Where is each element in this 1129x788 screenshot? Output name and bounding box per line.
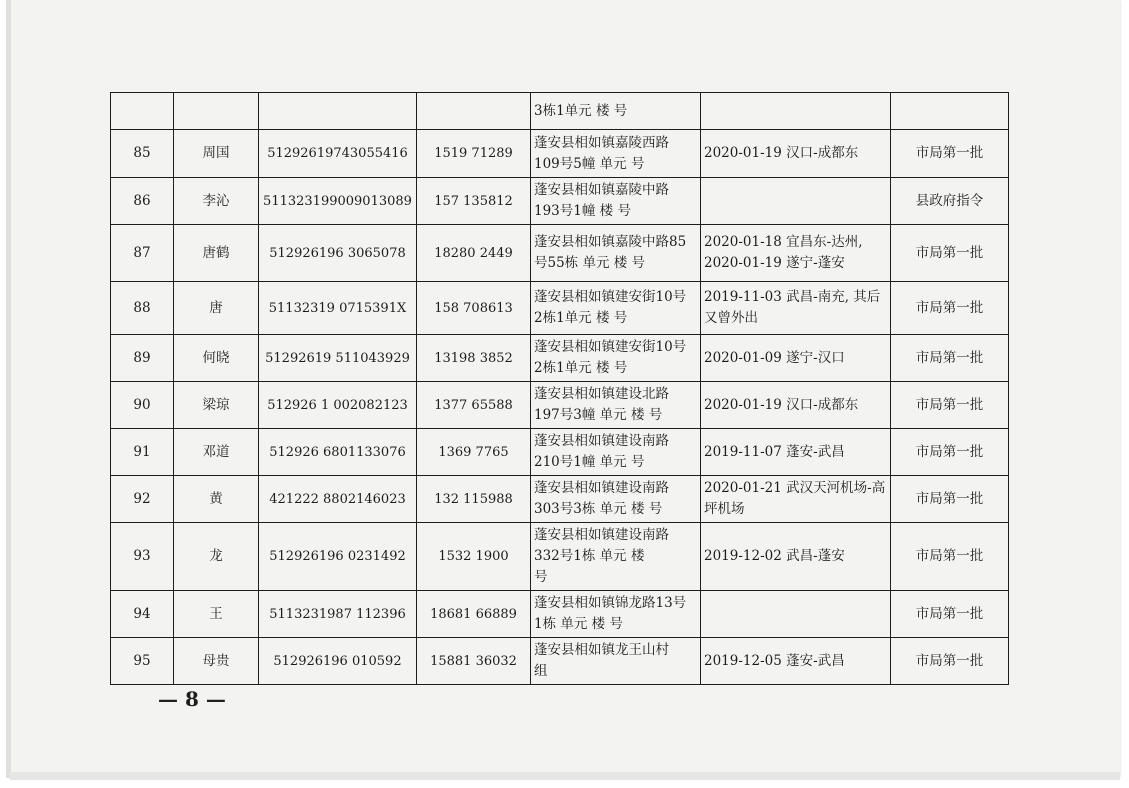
table-row xyxy=(111,178,1009,225)
phone-number: 1519 71289 xyxy=(417,130,531,178)
id-number: 512926196 010592 xyxy=(259,638,417,685)
address: 蓬安县相如镇龙王山村 组 xyxy=(531,638,701,685)
row-number: 92 xyxy=(111,476,174,523)
phone-number: 132 115988 xyxy=(417,476,531,523)
person-name: 何晓 xyxy=(174,335,259,382)
phone-number: 15881 36032 xyxy=(417,638,531,685)
person-name: 唐鹤 xyxy=(174,225,259,282)
address: 蓬安县相如镇建设南路 303号3栋 单元 楼 号 xyxy=(531,476,701,523)
batch-source: 市局第一批 xyxy=(891,476,1009,523)
id-number: 512926196 3065078 xyxy=(259,225,417,282)
travel-record xyxy=(701,178,891,225)
table-row xyxy=(111,382,1009,429)
travel-record: 2019-12-05 蓬安-武昌 xyxy=(701,638,891,685)
table-row xyxy=(111,591,1009,638)
travel-record: 2020-01-21 武汉天河机场-高 坪机场 xyxy=(701,476,891,523)
person-name: 黄 xyxy=(174,476,259,523)
phone-number: 157 135812 xyxy=(417,178,531,225)
table-row xyxy=(111,638,1009,685)
table-row xyxy=(111,93,1009,130)
batch-source: 市局第一批 xyxy=(891,130,1009,178)
phone-number xyxy=(417,93,531,130)
table-row xyxy=(111,523,1009,591)
address: 蓬安县相如镇建设南路 332号1栋 单元 楼 号 xyxy=(531,523,701,591)
batch-source xyxy=(891,93,1009,130)
phone-number: 18681 66889 xyxy=(417,591,531,638)
phone-number: 1532 1900 xyxy=(417,523,531,591)
address: 蓬安县相如镇建安街10号 2栋1单元 楼 号 xyxy=(531,335,701,382)
phone-number: 13198 3852 xyxy=(417,335,531,382)
row-number: 91 xyxy=(111,429,174,476)
batch-source: 市局第一批 xyxy=(891,638,1009,685)
batch-source: 县政府指令 xyxy=(891,178,1009,225)
row-number xyxy=(111,93,174,130)
address: 蓬安县相如镇嘉陵中路85 号55栋 单元 楼 号 xyxy=(531,225,701,282)
id-number: 512926196 0231492 xyxy=(259,523,417,591)
phone-number: 1377 65588 xyxy=(417,382,531,429)
phone-number: 1369 7765 xyxy=(417,429,531,476)
row-number: 93 xyxy=(111,523,174,591)
address: 蓬安县相如镇锦龙路13号 1栋 单元 楼 号 xyxy=(531,591,701,638)
address: 蓬安县相如镇嘉陵中路 193号1幢 楼 号 xyxy=(531,178,701,225)
travel-record: 2020-01-19 汉口-成都东 xyxy=(701,130,891,178)
id-number: 512926 6801133076 xyxy=(259,429,417,476)
batch-source: 市局第一批 xyxy=(891,335,1009,382)
id-number: 421222 8802146023 xyxy=(259,476,417,523)
table-row xyxy=(111,335,1009,382)
phone-number: 158 708613 xyxy=(417,282,531,335)
person-name: 唐 xyxy=(174,282,259,335)
scan-edge xyxy=(10,772,1120,780)
address: 蓬安县相如镇建安街10号 2栋1单元 楼 号 xyxy=(531,282,701,335)
table-row xyxy=(111,282,1009,335)
row-number: 85 xyxy=(111,130,174,178)
address: 蓬安县相如镇嘉陵西路 109号5幢 单元 号 xyxy=(531,130,701,178)
person-name: 梁琼 xyxy=(174,382,259,429)
table-row xyxy=(111,429,1009,476)
id-number xyxy=(259,93,417,130)
table-row xyxy=(111,130,1009,178)
row-number: 94 xyxy=(111,591,174,638)
person-name: 邓道 xyxy=(174,429,259,476)
travel-record: 2019-11-03 武昌-南充, 其后 又曾外出 xyxy=(701,282,891,335)
person-name: 母贵 xyxy=(174,638,259,685)
batch-source: 市局第一批 xyxy=(891,282,1009,335)
person-name: 周国 xyxy=(174,130,259,178)
batch-source: 市局第一批 xyxy=(891,591,1009,638)
id-number: 5113231987 112396 xyxy=(259,591,417,638)
personnel-table xyxy=(110,92,1009,685)
row-number: 87 xyxy=(111,225,174,282)
travel-record xyxy=(701,93,891,130)
batch-source: 市局第一批 xyxy=(891,225,1009,282)
id-number: 51132319 0715391X xyxy=(259,282,417,335)
batch-source: 市局第一批 xyxy=(891,429,1009,476)
address: 蓬安县相如镇建设南路 210号1幢 单元 号 xyxy=(531,429,701,476)
table-row xyxy=(111,476,1009,523)
travel-record xyxy=(701,591,891,638)
person-name: 王 xyxy=(174,591,259,638)
phone-number: 18280 2449 xyxy=(417,225,531,282)
person-name: 李沁 xyxy=(174,178,259,225)
page-number: — 8 — xyxy=(158,687,226,711)
person-name xyxy=(174,93,259,130)
travel-record: 2020-01-19 汉口-成都东 xyxy=(701,382,891,429)
row-number: 95 xyxy=(111,638,174,685)
row-number: 90 xyxy=(111,382,174,429)
person-name: 龙 xyxy=(174,523,259,591)
row-number: 86 xyxy=(111,178,174,225)
id-number: 51292619743055416 xyxy=(259,130,417,178)
travel-record: 2020-01-09 遂宁-汉口 xyxy=(701,335,891,382)
id-number: 512926 1 002082123 xyxy=(259,382,417,429)
travel-record: 2019-11-07 蓬安-武昌 xyxy=(701,429,891,476)
row-number: 89 xyxy=(111,335,174,382)
address: 蓬安县相如镇建设北路 197号3幢 单元 楼 号 xyxy=(531,382,701,429)
row-number: 88 xyxy=(111,282,174,335)
id-number: 51292619 511043929 xyxy=(259,335,417,382)
table-row xyxy=(111,225,1009,282)
id-number: 511323199009013089 xyxy=(259,178,417,225)
travel-record: 2020-01-18 宜昌东-达州, 2020-01-19 遂宁-蓬安 xyxy=(701,225,891,282)
travel-record: 2019-12-02 武昌-蓬安 xyxy=(701,523,891,591)
batch-source: 市局第一批 xyxy=(891,523,1009,591)
address: 3栋1单元 楼 号 xyxy=(531,93,701,130)
batch-source: 市局第一批 xyxy=(891,382,1009,429)
scan-edge xyxy=(6,0,11,778)
